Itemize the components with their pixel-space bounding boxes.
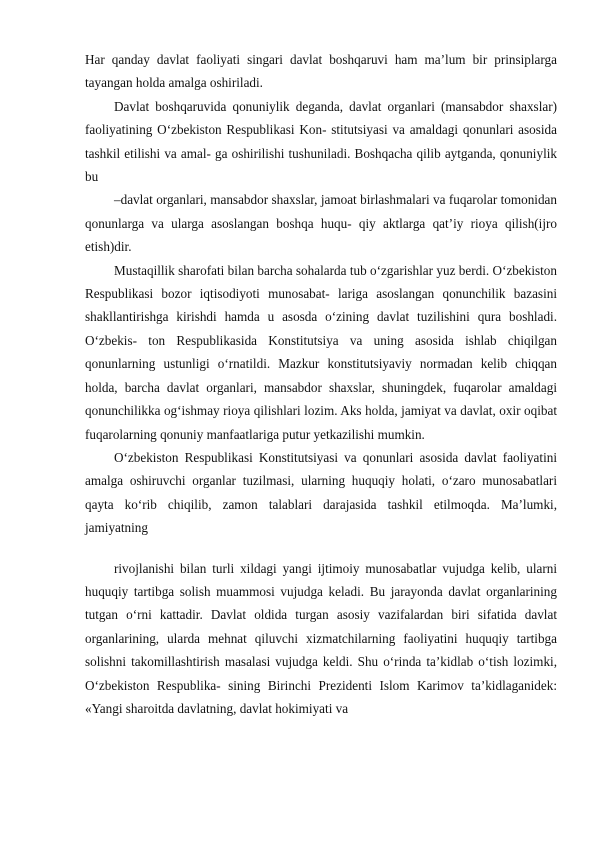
paragraph-6: rivojlanishi bilan turli xildagi yangi ijtimoiy munosabatlar vujudga kelib, ularni huquqiy tartibga solish muammosi vujudga keladi. Bu jarayonda davlat organlarining tutgan o‘rni kattadir. Davlat oldida turgan asosiy vazifalardan biri sifatida davlat organlarining, ularda mehnat qiluvchi xizmatchilarning faoliyatini huquqiy tartibga solishni takomillashtirish masalasi vujudga keldi. Shu o‘rinda ta’kidlab o‘tish lozimki, O‘zbekiston Respublika- sining Birinchi Prezidenti Islom Karimov ta’kidlaganidek: «Yangi sharoitda davlatning, davlat hokimiyati va (85, 560, 557, 716)
paragraph-3: –davlat organlari, mansabdor shaxslar, jamoat birlashmalari va fuqarolar tomonidan qonunlarga va ularga asoslangan boshqa huqu- qiy aktlarga qat’iy rioya qilish(ijro etish)dir. (85, 192, 557, 255)
document-page (85, 48, 557, 720)
paragraph-2: Davlat boshqaruvida qonuniylik deganda, davlat organlari (mansabdor shaxslar) faoliyatining O‘zbekiston Respublikasi Kon- stitutsiyasi va amaldagi qonunlari asosida tashkil etilishi va amal- ga oshirilishi tushuniladi. Boshqacha qilib aytganda, qonuniylik bu (85, 98, 557, 185)
paragraph-1: Har qanday davlat faoliyati singari davlat boshqaruvi ham ma’lum bir prinsiplarga tayangan holda amalga oshiriladi. (85, 52, 557, 91)
paragraph-5: O‘zbekiston Respublikasi Konstitutsiyasi va qonunlari asosida davlat faoliyatini amalga oshiruvchi organlar tuzilmasi, ularning huquqiy holati, o‘zaro munosabatlari qayta ko‘rib chiqilib, zamon talablari darajasida tashkil etilmoqda. Ma’lumki, jamiyatning (85, 449, 557, 536)
paragraph-gap (85, 540, 557, 557)
paragraph-4: Mustaqillik sharofati bilan barcha sohalarda tub o‘zgarishlar yuz berdi. O‘zbekiston Respublikasi bozor iqtisodiyoti munosabat- lariga asoslangan qonunchilik bazasini shakllantirishga kirishdi hamda u asosda o‘zining davlat tuzilishini qura boshladi. O‘zbekis- ton Respublikasida Konstitutsiya va uning asosida ishlab chiqilgan qonunlarning ustunligi o‘rnatildi. Mazkur konstitutsiyaviy normadan kelib chiqqan holda, barcha davlat organlari, mansabdor shaxslar, shuningdek, fuqarolar amaldagi qonunchilikka og‘ishmay rioya qilishlari lozim. Aks holda, jamiyat va davlat, oxir oqibat fuqarolarning qonuniy manfaatlariga putur yetkazilishi mumkin. (85, 262, 557, 442)
